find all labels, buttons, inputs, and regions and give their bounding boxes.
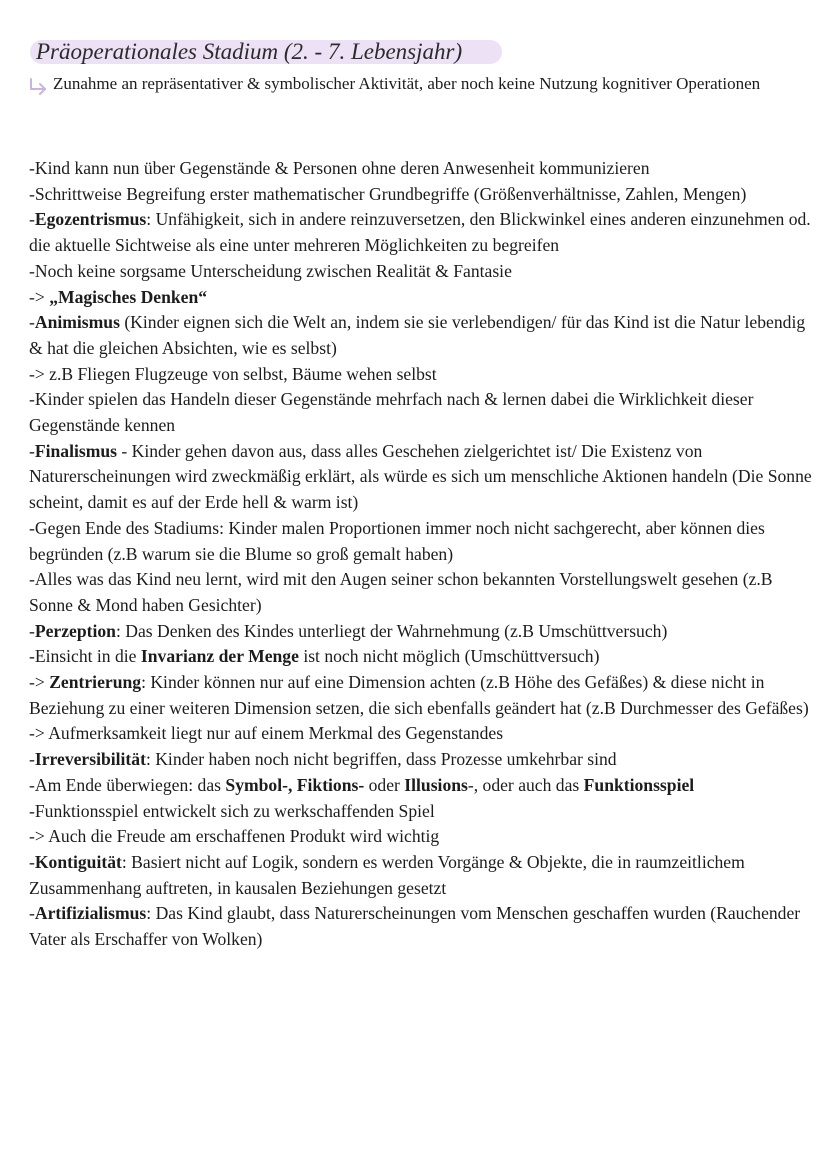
note-line [29, 747, 814, 773]
note-line [29, 567, 814, 618]
note-text: -Schrittweise Begreifung erster mathematischer Grundbegriffe (Größenverhältnisse, Zahlen, Mengen) [29, 183, 747, 204]
term-egozentrismus: Egozentrismus [34, 209, 147, 230]
note-text: -Noch keine sorgsame Unterscheidung zwischen Realität & Fantasie [29, 260, 512, 281]
note-text: -Funktionsspiel entwickelt sich zu werkschaffenden Spiel [29, 800, 435, 821]
title-block [30, 36, 462, 68]
note-line [29, 362, 814, 388]
note-text: -> Aufmerksamkeit liegt nur auf einem Merkmal des Gegenstandes [29, 723, 504, 744]
term-funktionsspiel: Funktionsspiel [583, 774, 695, 795]
term-perzeption: Perzeption [34, 620, 116, 641]
note-text: : Das Kind glaubt, dass Naturerscheinungen vom Menschen geschaffen wurden (Rauchender Vater als Erschaffer von Wolken) [29, 903, 801, 950]
note-line [29, 156, 814, 182]
note-text: -Kind kann nun über Gegenstände & Personen ohne deren Anwesenheit kommunizieren [29, 158, 650, 178]
term-animismus: Animismus [34, 312, 120, 333]
note-text: -> Auch die Freude am erschaffenen Produkt wird wichtig [29, 826, 440, 847]
note-text: -Alles was das Kind neu lernt, wird mit den Augen seiner schon bekannten Vorstellungswelt gesehen (z.B Sonne & Mond haben Gesichter) [29, 569, 773, 615]
note-text: - [29, 440, 35, 461]
note-line [29, 259, 814, 285]
note-text: : Kinder können nur auf eine Dimension achten (z.B Höhe des Gefäßes) & diese nicht in Beziehung zu einer weiteren Dimension setzen, die sich ebenfalls geändert hat (z.B Durchmesser des Gefäßes) [29, 672, 809, 718]
note-text: - [29, 851, 35, 872]
note-text: (Kinder eignen sich die Welt an, indem sie sie verlebendigen/ für das Kind ist die Natur lebendig & hat die gleichen Absichten, wie es selbst) [29, 312, 806, 358]
note-line [29, 439, 814, 516]
note-text: : Unfähigkeit, sich in andere reinzuversetzen, den Blickwinkel eines anderen einzunehmen od. die aktuelle Sichtweise als eine unter mehreren Möglichkeiten zu begreifen [29, 209, 811, 256]
note-line [29, 799, 814, 825]
note-line [29, 310, 814, 361]
note-text: -Am Ende überwiegen: das [29, 774, 226, 795]
note-line [29, 644, 814, 670]
note-line [29, 850, 814, 901]
subtitle: Zunahme an repräsentativer & symbolischer Aktivität, aber noch keine Nutzung kognitiver Operationen [53, 74, 761, 93]
note-text: -, oder auch das [467, 774, 584, 795]
note-text: - [29, 209, 35, 230]
term-illusions: Illusions [404, 774, 468, 795]
note-line [29, 670, 814, 721]
note-text: -> [29, 286, 50, 307]
note-line [29, 182, 814, 208]
note-text: - [29, 903, 35, 924]
note-text: -Kinder spielen das Handeln dieser Gegenstände mehrfach nach & lernen dabei die Wirklichkeit dieser Gegenstände kennen [29, 389, 754, 436]
note-line [29, 901, 814, 952]
note-line [29, 285, 814, 311]
note-line [29, 619, 814, 645]
note-line [29, 207, 814, 258]
term-irreversibilitaet: Irreversibilität [34, 749, 146, 770]
note-text: -Gegen Ende des Stadiums: Kinder malen Proportionen immer noch nicht sachgerecht, aber können dies begründen (z.B warum sie die Blume so groß gemalt haben) [29, 517, 765, 564]
note-text: oder [364, 774, 405, 795]
note-text: -> z.B Fliegen Flugzeuge von selbst, Bäume wehen selbst [29, 363, 437, 384]
term-symbol-fiktions: Symbol-, Fiktions- [225, 774, 365, 795]
note-text: : Das Denken des Kindes unterliegt der Wahrnehmung (z.B Umschüttversuch) [115, 620, 668, 641]
term-invarianz: Invarianz der Menge [140, 646, 299, 667]
term-magisches-denken: „Magisches Denken“ [49, 286, 208, 307]
note-text: -> [29, 672, 50, 693]
note-text: - [29, 749, 35, 770]
note-text: : Kinder haben noch nicht begriffen, dass Prozesse umkehrbar sind [145, 749, 617, 770]
note-line [29, 824, 814, 850]
note-line [29, 773, 814, 799]
term-zentrierung: Zentrierung [49, 672, 142, 693]
term-artifizialismus: Artifizialismus [34, 903, 147, 924]
note-line [29, 387, 814, 438]
note-text: : Basiert nicht auf Logik, sondern es werden Vorgänge & Objekte, die in raumzeitlichem Zusammenhang auftreten, in kausalen Beziehungen gesetzt [29, 851, 745, 898]
term-finalismus: Finalismus [34, 440, 117, 461]
term-kontiguitaet: Kontiguität [34, 851, 122, 872]
note-text: - [29, 620, 35, 641]
note-line [29, 516, 814, 567]
note-text: - Kinder gehen davon aus, dass alles Geschehen zielgerichtet ist/ Die Existenz von Naturerscheinungen wird zweckmäßig erklärt, als würde es sich um menschliche Aktionen handeln (Die Sonne scheint, damit es auf der Erde hell & warm ist) [29, 440, 812, 513]
page-title: Präoperationales Stadium (2. - 7. Lebensjahr) [36, 39, 463, 64]
notes-body [29, 156, 814, 953]
note-text: - [29, 312, 35, 333]
note-text: -Einsicht in die [29, 646, 141, 667]
arrow-turn-right-icon [27, 78, 49, 96]
note-line [29, 721, 814, 747]
note-text: ist noch nicht möglich (Umschüttversuch) [298, 646, 600, 667]
